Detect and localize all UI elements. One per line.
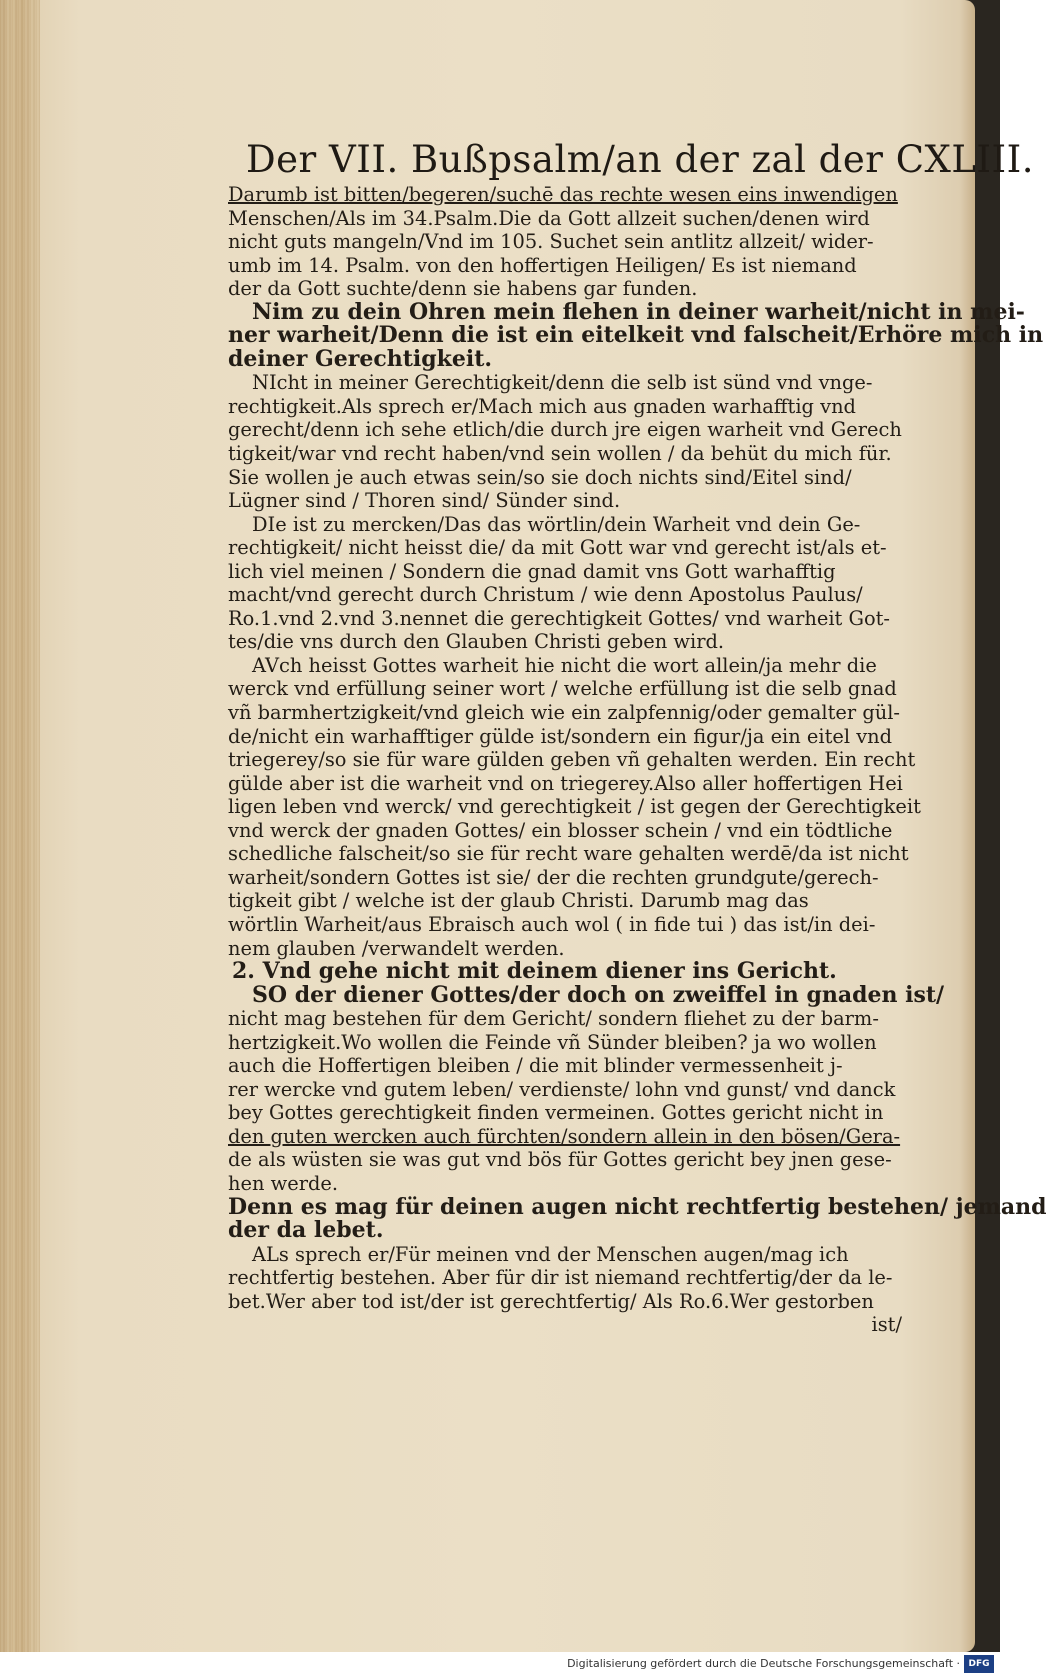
text-line: tes/die vns durch den Glauben Christi geben wird. xyxy=(228,630,725,654)
page-header: Der VII. Bußpsalm/an der zal der CXLIII. xyxy=(246,138,1035,181)
text-line: hertzigkeit.Wo wollen die Feinde vñ Sünder bleiben? ja wo wollen xyxy=(228,1030,877,1054)
text-line: auch die Hoffertigen bleiben / die mit blinder vermessenheit j- xyxy=(228,1054,843,1078)
text-line: vnd werck der gnaden Gottes/ ein blosser schein / vnd ein tödtliche xyxy=(228,818,893,842)
footer-credit: Digitalisierung gefördert durch die Deutsche Forschungsgemeinschaft · xyxy=(567,1657,960,1670)
text-line: bey Gottes gerechtigkeit finden vermeinen. Gottes gericht nicht in xyxy=(228,1101,884,1125)
text-line: Denn es mag für deinen augen nicht rechtfertig bestehen/ jemand xyxy=(228,1193,1047,1220)
text-line: ner warheit/Denn die ist ein eitelkeit vnd falscheit/Erhöre mich in xyxy=(228,322,1044,349)
text-line: de/nicht ein warhafftiger gülde ist/sondern ein figur/ja ein eitel vnd xyxy=(228,724,893,748)
text-line: der da lebet. xyxy=(228,1217,384,1244)
text-line: rechtfertig bestehen. Aber für dir ist niemand rechtfertig/der da le- xyxy=(228,1266,893,1290)
text-line: rechtigkeit.Als sprech er/Mach mich aus gnaden warhafftig vnd xyxy=(228,394,856,418)
text-line: gerecht/denn ich sehe etlich/die durch jre eigen warheit vnd Gerech xyxy=(228,418,902,442)
text-line: ALs sprech er/Für meinen vnd der Menschen augen/mag ich xyxy=(252,1242,849,1266)
text-line: triegerey/so sie für ware gülden geben vñ gehalten werden. Ein recht xyxy=(228,748,916,772)
text-line: ist/ xyxy=(871,1313,902,1337)
text-line: warheit/sondern Gottes ist sie/ der die rechten grundgute/gerech- xyxy=(228,865,879,889)
text-line: rer wercke vnd gutem leben/ verdienste/ lohn vnd gunst/ vnd danck xyxy=(228,1077,896,1101)
text-line: umb im 14. Psalm. von den hoffertigen Heiligen/ Es ist niemand xyxy=(228,253,857,277)
text-line: de als wüsten sie was gut vnd bös für Gottes gericht bey jnen gese- xyxy=(228,1148,892,1172)
text-line: nem glauben /verwandelt werden. xyxy=(228,936,565,960)
text-line: Menschen/Als im 34.Psalm.Die da Gott allzeit suchen/denen wird xyxy=(228,206,870,230)
text-line: rechtigkeit/ nicht heisst die/ da mit Gott war vnd gerecht ist/als et- xyxy=(228,536,887,560)
text-line: NIcht in meiner Gerechtigkeit/denn die selb ist sünd vnd vnge- xyxy=(252,371,873,395)
text-line xyxy=(228,183,902,207)
text-line: wörtlin Warheit/aus Ebraisch auch wol ( in fide tui ) das ist/in dei- xyxy=(228,912,876,936)
page-edge xyxy=(0,0,40,1652)
text-line: gülde aber ist die warheit vnd on triegerey.Also aller hoffertigen Hei xyxy=(228,771,903,795)
text-block xyxy=(228,183,1047,1337)
text-line: vñ barmhertzigkeit/vnd gleich wie ein zalpfennig/oder gemalter gül- xyxy=(228,701,900,725)
text-line: lich viel meinen / Sondern die gnad damit vns Gott warhafftig xyxy=(228,559,836,583)
text-line: ligen leben vnd werck/ vnd gerechtigkeit / ist gegen der Gerechtigkeit xyxy=(228,795,921,819)
underlined-text: den guten wercken auch fürchten/sondern allein in den bösen/Gera- xyxy=(228,1124,901,1148)
text-line: AVch heisst Gottes warheit hie nicht die wort allein/ja mehr die xyxy=(252,653,877,677)
text-line xyxy=(228,1125,902,1149)
text-line: deiner Gerechtigkeit. xyxy=(228,345,493,372)
text-line: Sie wollen je auch etwas sein/so sie doch nichts sind/Eitel sind/ xyxy=(228,465,852,489)
dfg-logo: DFG xyxy=(964,1655,994,1673)
text-line: SO der diener Gottes/der doch on zweiffel in gnaden ist/ xyxy=(252,981,945,1008)
text-line: tigkeit/war vnd recht haben/vnd sein wollen / da behüt du mich für. xyxy=(228,442,892,466)
text-line: DIe ist zu mercken/Das das wörtlin/dein Warheit vnd dein Ge- xyxy=(252,512,861,536)
underlined-text: Darumb ist bitten/begeren/suchē das rechte wesen eins inwendigen xyxy=(228,183,898,206)
text-line: Lügner sind / Thoren sind/ Sünder sind. xyxy=(228,489,621,513)
text-line: der da Gott suchte/denn sie habens gar funden. xyxy=(228,277,698,301)
text-line: nicht guts mangeln/Vnd im 105. Suchet sein antlitz allzeit/ wider- xyxy=(228,230,874,254)
text-line: hen werde. xyxy=(228,1171,339,1195)
text-line: bet.Wer aber tod ist/der ist gerechtfertig/ Als Ro.6.Wer gestorben xyxy=(228,1289,874,1313)
text-line: Ro.1.vnd 2.vnd 3.nennet die gerechtigkeit Gottes/ vnd warheit Got- xyxy=(228,606,890,630)
footer-bar xyxy=(0,1652,1000,1678)
text-line: werck vnd erfüllung seiner wort / welche erfüllung ist die selb gnad xyxy=(228,677,897,701)
text-line: Nim zu dein Ohren mein flehen in deiner warheit/nicht in mei- xyxy=(252,298,1025,325)
text-line: 2. Vnd gehe nicht mit deinem diener ins Gericht. xyxy=(232,958,837,985)
text-line: schedliche falscheit/so sie für recht ware gehalten werdē/da ist nicht xyxy=(228,842,909,866)
text-line: macht/vnd gerecht durch Christum / wie denn Apostolus Paulus/ xyxy=(228,583,863,607)
text-line: tigkeit gibt / welche ist der glaub Christi. Darumb mag das xyxy=(228,889,809,913)
text-line: nicht mag bestehen für dem Gericht/ sondern fliehet zu der barm- xyxy=(228,1007,879,1031)
